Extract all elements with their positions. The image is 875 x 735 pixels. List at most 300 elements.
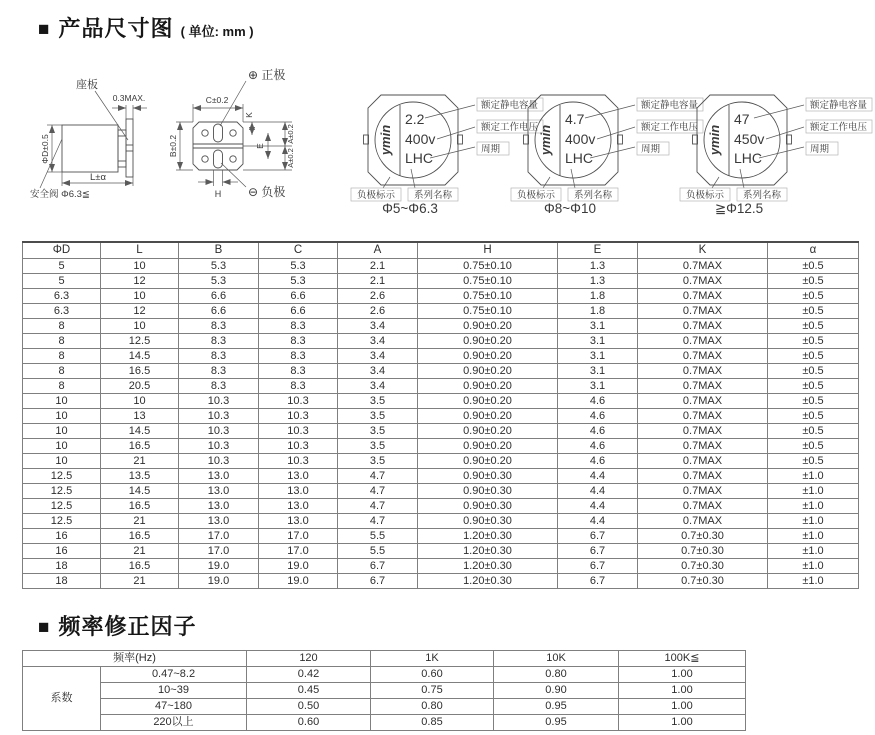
frequency-table [22,650,746,731]
table-cell: 0.7MAX [638,484,768,499]
section-title-dimensions [38,12,254,43]
frequency-range-cell: 0.47~8.2 [101,667,247,683]
table-cell: 3.1 [558,364,638,379]
capacitance-callout-label: 额定静电容量 [810,100,868,111]
lot-callout-label: 周期 [481,144,501,155]
table-cell: 6.7 [338,559,418,574]
table-cell: 16 [23,529,101,544]
table-cell: 6.6 [259,304,338,319]
table-cell: ±0.5 [768,394,859,409]
side-view-diagram [30,77,147,200]
table-cell: 1.20±0.30 [418,544,558,559]
negative-mark-label: 负极标示 [356,190,396,201]
positive-pole-label: ⊕ 正极 [248,68,286,82]
table-cell: 4.7 [338,514,418,529]
table-cell: 2.1 [338,259,418,274]
capacitor-marking-medium [511,95,703,216]
table-row [23,379,859,394]
table-cell: 10 [23,454,101,469]
table-row [23,559,859,574]
table-cell: 1.8 [558,289,638,304]
table-cell: 8 [23,364,101,379]
table-cell: 8.3 [179,319,259,334]
voltage-callout-label: 额定工作电压 [641,122,699,133]
table-cell: 0.7MAX [638,274,768,289]
table-cell: 0.7MAX [638,304,768,319]
table-cell: 10.3 [179,424,259,439]
table-cell: 2.6 [338,304,418,319]
dimension-table-body [23,259,859,589]
frequency-range-cell: 10~39 [101,683,247,699]
table-cell: 21 [101,544,179,559]
table-cell: 18 [23,559,101,574]
table-cell: 3.5 [338,409,418,424]
table-cell: ±0.5 [768,439,859,454]
table-cell: 3.1 [558,349,638,364]
table-cell: 0.90±0.20 [418,454,558,469]
table-cell: 8.3 [259,334,338,349]
table-cell: ±0.5 [768,319,859,334]
frequency-range-cell: 47~180 [101,699,247,715]
table-cell: 16.5 [101,559,179,574]
table-cell: 5.3 [179,259,259,274]
table-cell: 21 [101,454,179,469]
table-cell: ±0.5 [768,424,859,439]
table-cell: 10.3 [179,454,259,469]
table-cell: 6.6 [179,304,259,319]
table-cell: 10.3 [179,409,259,424]
table-cell: 13 [101,409,179,424]
negative-pole-label: ⊖ 负极 [248,185,286,199]
table-cell: 12.5 [23,469,101,484]
table-cell: 0.7MAX [638,409,768,424]
table-cell: 13.0 [179,469,259,484]
table-cell: 6.6 [179,289,259,304]
table-cell: 1.8 [558,304,638,319]
table-row [23,683,746,699]
capacitance-callout-label: 额定静电容量 [481,100,539,111]
table-cell: 0.85 [371,715,494,731]
table-cell: 0.90±0.20 [418,319,558,334]
table-row [23,514,859,529]
column-header: C [259,242,338,259]
table-cell: 10 [23,424,101,439]
table-cell: 19.0 [179,574,259,589]
c-dim-label: C±0.2 [205,95,229,105]
table-cell: 0.75±0.10 [418,289,558,304]
table-cell: 0.42 [247,667,371,683]
table-cell: 0.7MAX [638,349,768,364]
table-cell: 0.7MAX [638,424,768,439]
table-cell: 13.0 [179,484,259,499]
table-cell: ±1.0 [768,484,859,499]
table-cell: ±0.5 [768,259,859,274]
table-cell: ±0.5 [768,364,859,379]
table-cell: 12.5 [23,484,101,499]
column-header: 100K≦ [619,651,746,667]
table-cell: 12 [101,274,179,289]
lot-callout-label: 周期 [810,144,830,155]
series-name-label: 系列名称 [413,190,453,201]
table-cell: 8.3 [179,349,259,364]
table-cell: 3.1 [558,379,638,394]
table-cell: 0.90 [494,683,619,699]
table-cell: ±0.5 [768,349,859,364]
section-bullet-icon: ■ [38,19,51,40]
table-cell: 16 [23,544,101,559]
column-header: 10K [494,651,619,667]
safety-valve-label: 安全阀 Φ6.3≦ [30,189,90,200]
section-title-frequency [38,610,197,641]
table-cell: 0.90±0.30 [418,514,558,529]
column-header: A [338,242,418,259]
table-cell: 0.90±0.20 [418,409,558,424]
table-cell: 10 [101,319,179,334]
table-cell: 3.4 [338,379,418,394]
table-cell: 8 [23,319,101,334]
table-cell: 16.5 [101,364,179,379]
table-cell: 0.90±0.20 [418,379,558,394]
h-dim-label: H [214,189,222,199]
coefficient-row-group-label: 系数 [23,667,101,731]
table-cell: 0.7MAX [638,469,768,484]
column-header: α [768,242,859,259]
dimension-diagrams [0,55,875,241]
table-row [23,439,859,454]
table-cell: 4.7 [338,484,418,499]
table-cell: 1.00 [619,667,746,683]
table-cell: 4.4 [558,514,638,529]
table-cell: 5.5 [338,529,418,544]
table-cell: 0.7MAX [638,394,768,409]
table-cell: 17.0 [259,544,338,559]
table-cell: 0.75±0.10 [418,259,558,274]
table-cell: 3.5 [338,424,418,439]
table-cell: 10.3 [179,439,259,454]
table-row [23,319,859,334]
table-row [23,349,859,364]
table-row [23,304,859,319]
table-cell: 8.3 [259,349,338,364]
table-cell: 1.00 [619,715,746,731]
table-cell: 10 [23,394,101,409]
table-cell: 14.5 [101,484,179,499]
voltage-callout-label: 额定工作电压 [481,122,539,133]
brand-logo: ymin [378,124,393,156]
table-cell: 13.0 [259,484,338,499]
a-top-dim-label: A±0.2 [286,124,295,144]
table-cell: 5.3 [259,274,338,289]
table-cell: ±1.0 [768,574,859,589]
table-row [23,409,859,424]
table-cell: 13.0 [259,499,338,514]
section-bullet-icon: ■ [38,617,51,638]
table-cell: 10.3 [259,409,338,424]
table-cell: 1.20±0.30 [418,559,558,574]
dimension-table [22,241,859,589]
table-cell: 0.75±0.10 [418,304,558,319]
table-cell: 0.90±0.30 [418,484,558,499]
table-cell: 0.80 [494,667,619,683]
table-cell: 0.7MAX [638,454,768,469]
table-cell: 4.6 [558,454,638,469]
table-cell: 1.20±0.30 [418,529,558,544]
table-cell: 10 [101,394,179,409]
table-cell: 10 [101,259,179,274]
table-cell: 0.7MAX [638,319,768,334]
table-cell: 16.5 [101,499,179,514]
table-cell: 4.4 [558,499,638,514]
voltage-value: 400v [565,131,596,147]
capacitor-marking-large [680,95,872,216]
unit-label: ( 单位: mm ) [180,24,254,39]
table-cell: 3.5 [338,394,418,409]
table-cell: 12.5 [23,499,101,514]
column-header: 120 [247,651,371,667]
table-cell: 1.00 [619,699,746,715]
plate-thickness-label: 0.3MAX. [112,93,146,103]
table-cell: 0.90±0.30 [418,499,558,514]
table-cell: 8.3 [259,379,338,394]
table-cell: 16.5 [101,439,179,454]
table-cell: 14.5 [101,424,179,439]
table-cell: 13.0 [259,469,338,484]
voltage-value: 450v [734,131,765,147]
series-code: LHC [734,150,763,166]
column-header: E [558,242,638,259]
table-cell: 21 [101,514,179,529]
table-cell: 4.4 [558,484,638,499]
table-cell: 17.0 [179,544,259,559]
series-name-label: 系列名称 [573,190,613,201]
table-cell: 0.95 [494,699,619,715]
table-row [23,259,859,274]
bottom-view-diagram [168,67,295,199]
table-cell: 18 [23,574,101,589]
table-cell: ±0.5 [768,409,859,424]
series-code: LHC [565,150,594,166]
table-cell: 0.60 [371,667,494,683]
table-row [23,334,859,349]
table-cell: 0.7MAX [638,364,768,379]
table-cell: 2.1 [338,274,418,289]
table-cell: 6.3 [23,304,101,319]
table-cell: 0.7±0.30 [638,574,768,589]
table-cell: 6.6 [259,289,338,304]
table-cell: 13.0 [179,514,259,529]
table-row [23,274,859,289]
table-cell: 4.6 [558,424,638,439]
table-cell: 13.0 [179,499,259,514]
table-cell: 8 [23,379,101,394]
capacitance-value: 47 [734,111,750,127]
table-cell: 12.5 [23,514,101,529]
table-cell: 0.7±0.30 [638,529,768,544]
table-cell: 4.6 [558,439,638,454]
table-cell: ±0.5 [768,274,859,289]
table-cell: 6.7 [558,529,638,544]
table-row [23,394,859,409]
table-cell: 3.5 [338,454,418,469]
table-cell: 0.90±0.20 [418,424,558,439]
table-row [23,469,859,484]
column-header: K [638,242,768,259]
section1-title-text: 产品尺寸图 [58,16,174,41]
table-cell: 13.5 [101,469,179,484]
column-header: 1K [371,651,494,667]
table-cell: 10.3 [259,454,338,469]
table-cell: 21 [101,574,179,589]
table-cell: 4.4 [558,469,638,484]
dimension-table-header-row [23,242,859,259]
voltage-value: 400v [405,131,436,147]
table-cell: 10.3 [259,394,338,409]
table-cell: 0.60 [247,715,371,731]
length-dim-label: L±α [90,172,106,183]
table-cell: 4.6 [558,394,638,409]
column-header: B [179,242,259,259]
table-cell: 19.0 [259,574,338,589]
table-row [23,699,746,715]
seat-plate-label: 座板 [76,79,98,91]
table-cell: 0.7±0.30 [638,544,768,559]
frequency-header-label: 频率(Hz) [23,651,247,667]
table-cell: 13.0 [259,514,338,529]
table-cell: 8.3 [179,334,259,349]
column-header: ΦD [23,242,101,259]
table-cell: 8.3 [179,364,259,379]
table-cell: 0.90±0.20 [418,349,558,364]
table-cell: 17.0 [179,529,259,544]
table-cell: 2.6 [338,289,418,304]
table-cell: 5.3 [179,274,259,289]
table-cell: 0.90±0.20 [418,394,558,409]
table-cell: 0.90±0.20 [418,439,558,454]
table-cell: 17.0 [259,529,338,544]
table-cell: 5.5 [338,544,418,559]
table-row [23,715,746,731]
k-dim-label: K [244,112,254,118]
brand-logo: ymin [707,124,722,156]
table-cell: 8.3 [259,364,338,379]
table-cell: 5 [23,259,101,274]
table-cell: 3.4 [338,334,418,349]
table-row [23,499,859,514]
table-cell: 5 [23,274,101,289]
diameter-dim-label: ΦD±0.5 [40,134,50,164]
table-cell: 0.7MAX [638,499,768,514]
table-cell: ±1.0 [768,544,859,559]
table-cell: 0.7MAX [638,259,768,274]
capacitance-callout-label: 额定静电容量 [641,100,699,111]
table-cell: 3.4 [338,364,418,379]
frequency-table-header-row [23,651,746,667]
table-cell: 3.4 [338,349,418,364]
table-cell: ±0.5 [768,334,859,349]
section2-title-text: 频率修正因子 [58,614,197,639]
table-row [23,544,859,559]
table-cell: 10 [23,409,101,424]
table-cell: 12 [101,304,179,319]
table-cell: 8.3 [179,379,259,394]
size-range-label: Φ5~Φ6.3 [382,201,438,216]
frequency-range-cell: 220以上 [101,715,247,731]
table-cell: 4.7 [338,469,418,484]
table-cell: ±1.0 [768,499,859,514]
table-cell: 16.5 [101,529,179,544]
table-cell: 0.7MAX [638,379,768,394]
table-cell: 14.5 [101,349,179,364]
table-cell: 10.3 [259,424,338,439]
table-row [23,484,859,499]
table-cell: 0.7±0.30 [638,559,768,574]
table-cell: 19.0 [259,559,338,574]
table-row [23,574,859,589]
table-cell: 1.00 [619,683,746,699]
table-cell: 20.5 [101,379,179,394]
table-cell: 1.20±0.30 [418,574,558,589]
table-row [23,424,859,439]
table-cell: 0.90±0.30 [418,469,558,484]
negative-mark-label: 负极标示 [516,190,556,201]
table-cell: 6.3 [23,289,101,304]
table-cell: 4.6 [558,409,638,424]
table-cell: 0.7MAX [638,439,768,454]
negative-mark-label: 负极标示 [685,190,725,201]
series-name-label: 系列名称 [742,190,782,201]
table-row [23,289,859,304]
table-cell: 10 [23,439,101,454]
table-row [23,364,859,379]
size-range-label: ≧Φ12.5 [714,201,764,216]
table-cell: ±0.5 [768,304,859,319]
table-cell: 8 [23,349,101,364]
table-cell: 12.5 [101,334,179,349]
table-cell: 1.3 [558,274,638,289]
table-cell: 10.3 [259,439,338,454]
table-cell: ±0.5 [768,289,859,304]
table-cell: 10 [101,289,179,304]
table-cell: 6.7 [558,559,638,574]
size-range-label: Φ8~Φ10 [544,201,596,216]
table-cell: 8 [23,334,101,349]
b-dim-label: B±0.2 [168,134,178,158]
table-cell: 0.75±0.10 [418,274,558,289]
table-cell: 6.7 [558,544,638,559]
table-cell: ±1.0 [768,529,859,544]
table-row [23,529,859,544]
capacitance-value: 4.7 [565,111,585,127]
lot-callout-label: 周期 [641,144,661,155]
voltage-callout-label: 额定工作电压 [810,122,868,133]
table-cell: 6.7 [338,574,418,589]
table-cell: 0.95 [494,715,619,731]
table-row [23,454,859,469]
table-cell: 8.3 [259,319,338,334]
table-cell: 10.3 [179,394,259,409]
series-code: LHC [405,150,434,166]
table-cell: 5.3 [259,259,338,274]
table-row [23,667,746,683]
column-header: H [418,242,558,259]
capacitance-value: 2.2 [405,111,425,127]
table-cell: 3.1 [558,319,638,334]
table-cell: 3.4 [338,319,418,334]
table-cell: 3.5 [338,439,418,454]
table-cell: 0.90±0.20 [418,364,558,379]
table-cell: 4.7 [338,499,418,514]
a-bottom-dim-label: A±0.2 [286,148,295,168]
